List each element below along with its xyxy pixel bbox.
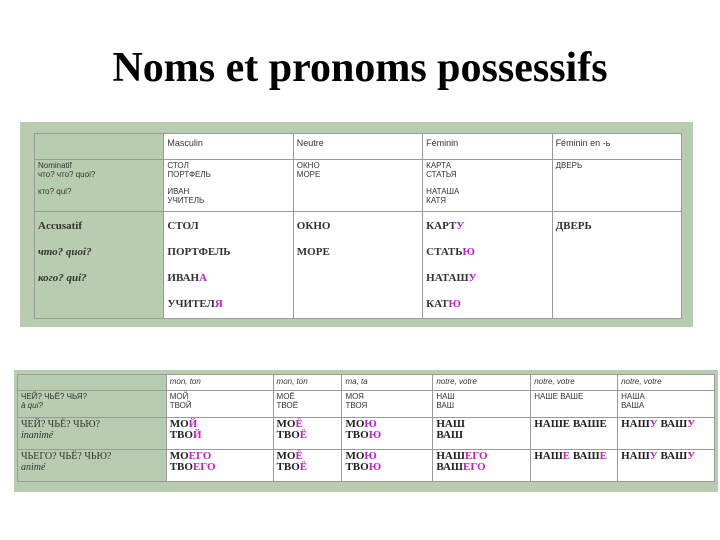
- header-cell: [18, 375, 167, 391]
- case-name: Nominatif: [38, 161, 72, 170]
- question-label: ЧЕЙ? ЧЬЁ? ЧЬЮ?: [21, 419, 101, 430]
- word-cell: МОЙ ТВОЙ: [166, 418, 273, 450]
- possessive-row-anime: [18, 450, 715, 482]
- word: НАТАШУ: [426, 272, 477, 284]
- word: КАТЯ: [426, 196, 447, 205]
- header-cell: Neutre: [293, 134, 422, 160]
- question-label: inanimé: [21, 430, 54, 441]
- header-cell: notre, votre: [433, 375, 531, 391]
- question-label: à qui?: [21, 401, 43, 410]
- question-label: что? quoi?: [38, 246, 92, 258]
- word: УЧИТЕЛЬ: [167, 196, 205, 205]
- accusatif-feminin-soft: [552, 212, 681, 319]
- word: ИВАНА: [167, 272, 208, 284]
- nominatif-feminin: [423, 160, 552, 212]
- word-cell: НАШУ ВАШУ: [618, 418, 715, 450]
- word: ПОРТФЕЛЬ: [167, 246, 231, 258]
- word-cell: МОЁ ТВОЁ: [273, 391, 342, 418]
- row-label: [18, 450, 167, 482]
- accusatif-feminin: [423, 212, 552, 319]
- nominatif-feminin-soft: [552, 160, 681, 212]
- word: ОКНО: [296, 161, 320, 170]
- word: КАТЮ: [426, 298, 461, 310]
- nominatif-neutre: [293, 160, 422, 212]
- word: ДВЕРЬ: [555, 161, 583, 170]
- nominatif-label: [35, 160, 164, 212]
- word: КАРТУ: [426, 220, 465, 232]
- word-cell: МОЙ ТВОЙ: [166, 391, 273, 418]
- header-cell: mon, ton: [273, 375, 342, 391]
- accusatif-neutre: [293, 212, 422, 319]
- row-label: [18, 418, 167, 450]
- word-cell: НАШЕ ВАШЕ: [531, 418, 618, 450]
- slide-title: Noms et pronoms possessifs: [112, 45, 608, 91]
- header-cell: Masculin: [164, 134, 293, 160]
- accusatif-masculin: [164, 212, 293, 319]
- word: СТАТЬЯ: [426, 170, 457, 179]
- accusatif-label: [35, 212, 164, 319]
- word-cell: НАШУ ВАШУ: [618, 450, 715, 482]
- word: МОРЕ: [296, 246, 330, 258]
- nominatif-masculin: [164, 160, 293, 212]
- word: МОРЕ: [296, 170, 321, 179]
- possessive-row-nominatif: [18, 391, 715, 418]
- word-cell: МОЕГО ТВОЕГО: [166, 450, 273, 482]
- question-label: что? что? quoi?: [38, 170, 96, 179]
- word-cell: НАШЕГО ВАШЕГО: [433, 450, 531, 482]
- word: КАРТА: [426, 161, 452, 170]
- header-cell: Féminin: [423, 134, 552, 160]
- word-cell: МОЮ ТВОЮ: [342, 418, 433, 450]
- table-header-row: [18, 375, 715, 391]
- possessives-table: [17, 374, 715, 482]
- question-label: ЧЕЙ? ЧЬЁ? ЧЬЯ?: [21, 392, 88, 401]
- accusatif-row: [35, 212, 682, 319]
- word-cell: МОЯ ТВОЯ: [342, 391, 433, 418]
- word: СТАТЬЮ: [426, 246, 475, 258]
- header-cell: notre, votre: [531, 375, 618, 391]
- word: ОКНО: [296, 220, 331, 232]
- word: ПОРТФЕЛЬ: [167, 170, 211, 179]
- word: СТОЛ: [167, 220, 199, 232]
- question-label: ЧЬЕГО? ЧЬЁ? ЧЬЮ?: [21, 451, 112, 462]
- header-cell: Féminin en -ь: [552, 134, 681, 160]
- word: НАТАША: [426, 187, 460, 196]
- word-cell: МОЁ ТВОЁ: [273, 450, 342, 482]
- table-header-row: [35, 134, 682, 160]
- nominatif-row: [35, 160, 682, 212]
- question-label: animé: [21, 462, 46, 473]
- question-label: кого? qui?: [38, 272, 87, 284]
- possessive-row-inanime: [18, 418, 715, 450]
- word-cell: НАШЕ ВАШЕ: [531, 450, 618, 482]
- word: ИВАН: [167, 187, 190, 196]
- header-cell: [35, 134, 164, 160]
- word: СТОЛ: [167, 161, 189, 170]
- header-cell: ma, ta: [342, 375, 433, 391]
- nouns-table: [34, 133, 682, 319]
- word-cell: НАШ ВАШ: [433, 391, 531, 418]
- word-cell: МОЮ ТВОЮ: [342, 450, 433, 482]
- word-cell: МОЁ ТВОЁ: [273, 418, 342, 450]
- case-name: Accusatif: [38, 220, 82, 232]
- header-cell: notre, votre: [618, 375, 715, 391]
- question-label: кто? qui?: [38, 187, 72, 196]
- word-cell: НАША ВАША: [618, 391, 715, 418]
- word: УЧИТЕЛЯ: [167, 298, 223, 310]
- word-cell: НАШЕ ВАШЕ: [531, 391, 618, 418]
- row-label: [18, 391, 167, 418]
- word-cell: НАШ ВАШ: [433, 418, 531, 450]
- word: ДВЕРЬ: [555, 220, 592, 232]
- header-cell: mon, ton: [166, 375, 273, 391]
